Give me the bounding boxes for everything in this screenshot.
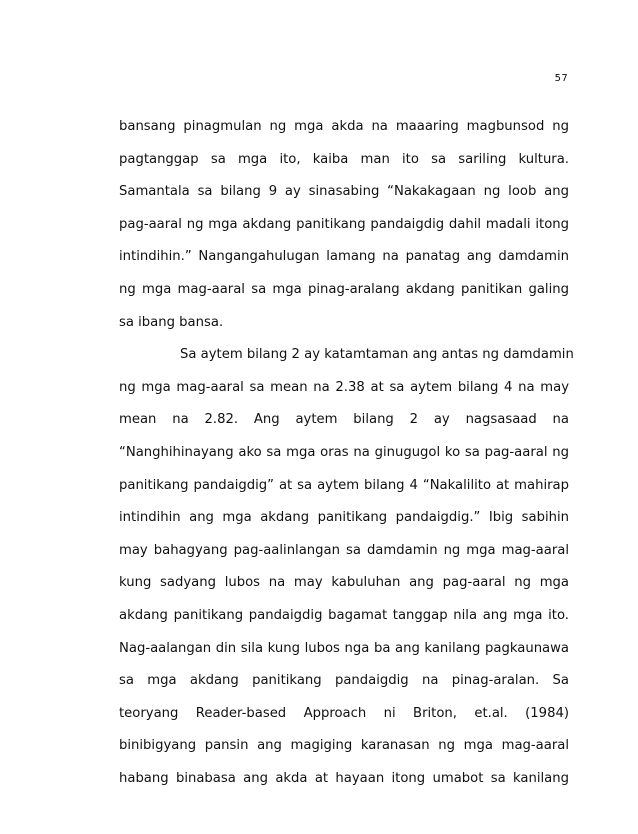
text-line: sa mga akdang panitikang pandaigdig na pinag-aralan. Sa <box>119 673 569 689</box>
text-line: intindihin ang mga akdang panitikang pandaigdig.” Ibig sabihin <box>119 510 569 526</box>
text-line: Sa aytem bilang 2 ay katamtaman ang antas ng damdamin <box>180 347 574 363</box>
text-line: binibigyang pansin ang magiging karanasan ng mga mag-aaral <box>119 738 569 754</box>
text-line <box>119 801 569 834</box>
text-line: mean na 2.82. Ang aytem bilang 2 ay nagsasaad na <box>119 412 569 428</box>
text-line: Samantala sa bilang 9 ay sinasabing “Nakakagaan ng loob ang <box>119 184 569 200</box>
text-line: sa ibang bansa. <box>119 314 224 330</box>
text-line: pag-aaral ng mga akdang panitikang pandaigdig dahil madali itong <box>119 216 569 232</box>
text-line: habang binabasa ang akda at hayaan itong umabot sa kanilang <box>119 770 569 786</box>
text-line: pagtanggap sa mga ito, kaiba man ito sa sariling kultura. <box>119 151 569 167</box>
body-text <box>119 117 574 834</box>
text-line: ng mga mag-aaral sa mga pinag-aralang akdang panitikan galing <box>119 281 569 297</box>
text-line: akdang panitikang pandaigdig bagamat tanggap nila ang mga ito. <box>119 607 569 623</box>
text-line: bansang pinagmulan ng mga akda na maaaring magbunsod ng <box>119 119 569 134</box>
text-line: teoryang Reader-based Approach ni Briton, et.al. (1984) <box>119 705 569 721</box>
text-line: “Nanghihinayang ako sa mga oras na ginugugol ko sa pag-aaral ng <box>119 444 569 460</box>
text-line: ng mga mag-aaral sa mean na 2.38 at sa aytem bilang 4 na may <box>119 379 569 395</box>
text-line: intindihin.” Nangangahulugan lamang na panatag ang damdamin <box>119 249 569 265</box>
text-line: kung sadyang lubos na may kabuluhan ang pag-aaral ng mga <box>119 575 569 591</box>
text-line: Nag-aalangan din sila kung lubos nga ba ang kanilang pagkaunawa <box>119 640 569 656</box>
text-line: panitikang pandaigdig” at sa aytem bilang 4 “Nakalilito at mahirap <box>119 477 569 493</box>
text-line: may bahagyang pag-aalinlangan sa damdamin ng mga mag-aaral <box>119 542 569 558</box>
page-number: 57 <box>554 73 568 84</box>
paragraph-1 <box>119 117 569 345</box>
paragraph-2 <box>119 345 574 834</box>
